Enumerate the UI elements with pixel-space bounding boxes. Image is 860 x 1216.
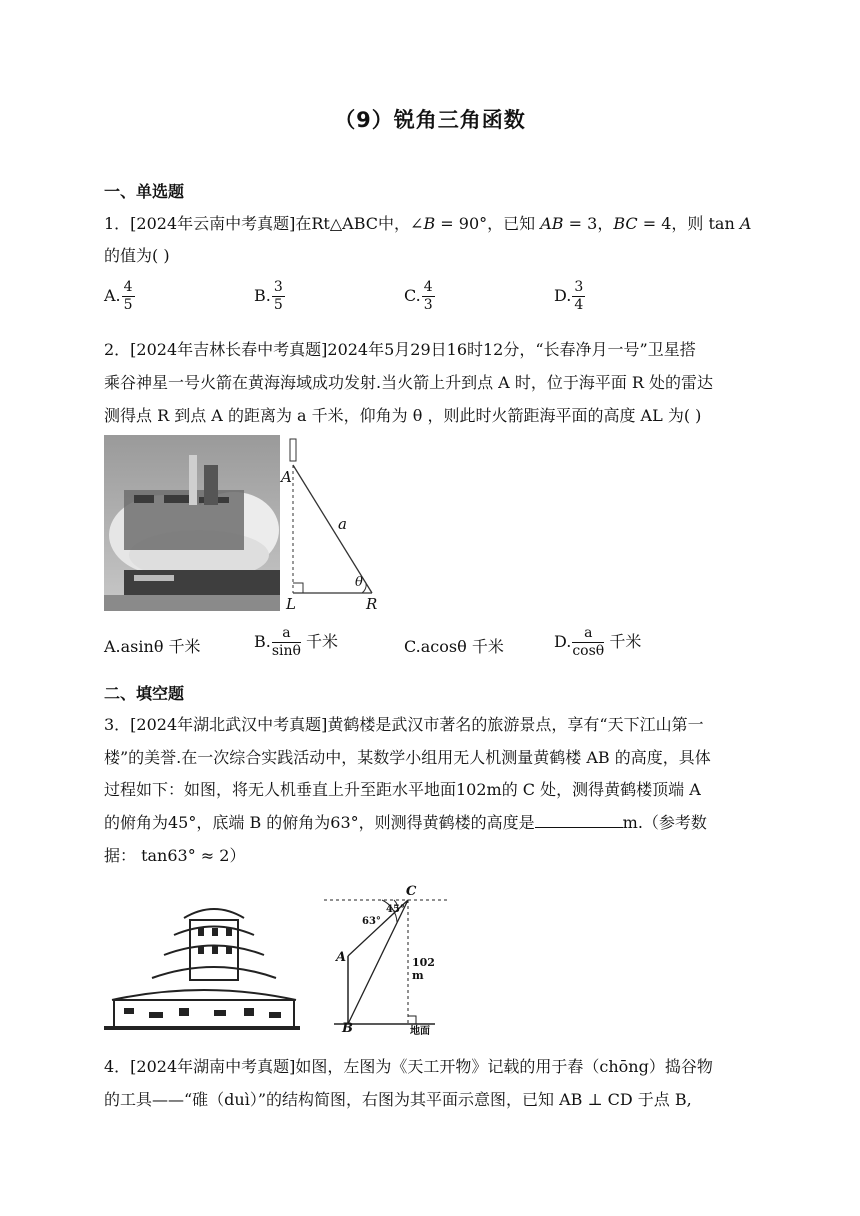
label-c-point: C xyxy=(406,884,417,899)
rocket-icon xyxy=(290,439,296,461)
section-heading-fill-blank: 二、填空题 xyxy=(104,684,185,703)
q2-option-d: D. $\frac{a}{\cos\theta}$ 千米 xyxy=(554,625,642,659)
q2-stem-line1: 2．[2024年吉林长春中考真题]2024年5月29日16时12分，“长春净月一号”卫星搭 xyxy=(104,340,696,359)
section-heading-single-choice: 一、单选题 xyxy=(104,182,185,201)
q3-stem-line5: 据： tan63° ≈ 2） xyxy=(104,846,246,865)
label-ground: 地面 xyxy=(410,1026,430,1037)
label-theta: θ xyxy=(355,575,363,590)
answer-blank[interactable] xyxy=(535,813,623,828)
q1-option-d: D. $\frac{3}{4}$ xyxy=(554,279,584,313)
label-a-side: a xyxy=(338,515,347,533)
page-title: （9）锐角三角函数 xyxy=(334,108,526,132)
label-angle-63: 63° xyxy=(362,916,381,927)
label-b-point: B xyxy=(342,1021,353,1036)
q4-stem-line2: 的工具——“碓（duì）”的结构简图，右图为其平面示意图，已知 AB ⊥ CD 于点 B, xyxy=(104,1090,692,1109)
q3-stem-line1: 3．[2024年湖北武汉中考真题]黄鹤楼是武汉市著名的旅游景点，享有“天下江山第一 xyxy=(104,715,704,734)
label-r-point: R xyxy=(366,595,378,613)
q1-option-c: C. $\frac{4}{3}$ xyxy=(404,279,433,313)
q3-stem-line2: 楼”的美誉.在一次综合实践活动中，某数学小组用无人机测量黄鹤楼 AB 的高度，具体 xyxy=(104,748,711,767)
q1-option-b: B. $\frac{3}{5}$ xyxy=(254,279,283,313)
rocket-launch-photo xyxy=(104,435,280,611)
label-a-point: A xyxy=(336,950,347,965)
label-a-point: A xyxy=(281,468,292,486)
q1-stem-line2: 的值为( ) xyxy=(104,246,170,265)
q2-stem-line2: 乘谷神星一号火箭在黄海海域成功发射.当火箭上升到点 A 时，位于海平面 R 处的雷达 xyxy=(104,373,714,392)
yellow-crane-tower-sketch xyxy=(104,900,300,1034)
label-angle-45: 45° xyxy=(386,904,405,915)
q2-option-c: C.acosθ 千米 xyxy=(404,637,504,656)
q1-option-a: A. $\frac{4}{5}$ xyxy=(104,279,133,313)
q3-geometry-diagram xyxy=(320,884,450,1036)
q3-stem-line4: 的俯角为45°，底端 B 的俯角为63°，则测得黄鹤楼的高度是 m.（参考数 xyxy=(104,813,707,832)
q2-option-b: B. $\frac{a}{\sin\theta}$ 千米 xyxy=(254,625,339,659)
q2-option-a: A.asinθ 千米 xyxy=(104,637,201,656)
q4-stem-line1: 4．[2024年湖南中考真题]如图，左图为《天工开物》记载的用于舂（chōng）捣谷物 xyxy=(104,1057,713,1076)
q1-stem-line1: 1．[2024年云南中考真题]在Rt△ABC中，∠B = 90°，已知 AB = 3，BC = 4，则 tan A xyxy=(104,214,752,233)
q2-triangle-diagram xyxy=(280,435,390,613)
q2-stem-line3: 测得点 R 到点 A 的距离为 a 千米，仰角为 θ ，则此时火箭距海平面的高度 AL 为( ) xyxy=(104,406,702,425)
label-l-point: L xyxy=(286,595,296,613)
label-height: 102 m xyxy=(412,956,435,982)
q3-stem-line3: 过程如下：如图，将无人机垂直上升至距水平地面102m的 C 处，测得黄鹤楼顶端 A xyxy=(104,780,701,799)
